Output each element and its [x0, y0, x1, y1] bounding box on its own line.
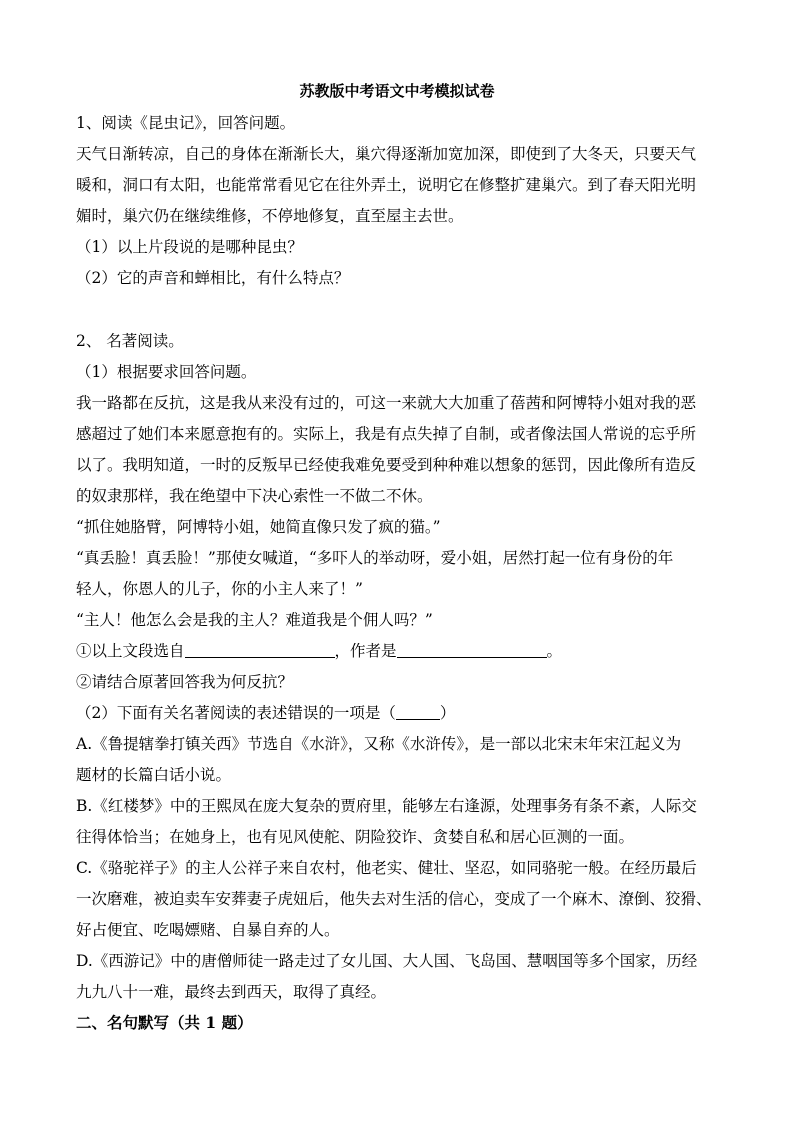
option-b: 往得体恰当；在她身上，也有见风使舵、阴险狡诈、贪婪自私和居心叵测的一面。: [76, 828, 635, 846]
fill-middle: ，作者是: [334, 642, 397, 660]
q2-quote: “抓住她胳臂，阿博特小姐，她简直像只发了疯的猫。”: [76, 518, 441, 536]
q2-sub1-heading: （1）根据要求回答问题。: [76, 363, 257, 381]
option-c: 好占便宜、吃喝嫖赌、自暴自弃的人。: [76, 921, 340, 939]
q2-fill-line: [76, 640, 726, 662]
q1-passage-line: 天气日渐转凉，自己的身体在渐渐长大，巢穴得逐渐加宽加深，即使到了大冬天，只要天气: [76, 145, 697, 163]
q2-passage-line: 以了。我明知道，一时的反叛早已经使我难免要受到种种难以想象的惩罚，因此像所有造反: [76, 456, 697, 474]
q2-ask: ②请结合原著回答我为何反抗？: [76, 673, 294, 691]
q2-sub2-heading: [76, 702, 726, 724]
option-d: 九九八十一难，最终去到西天，取得了真经。: [76, 983, 387, 1001]
option-a: 题材的长篇白话小说。: [76, 766, 232, 784]
q2-quote: 轻人，你恩人的儿子，你的小主人来了！”: [76, 580, 363, 598]
option-c: 一次磨难，被迫卖车安葬妻子虎妞后，他失去对生活的信心，变成了一个麻木、潦倒、狡猾、: [76, 890, 712, 908]
q2-passage-line: 我一路都在反抗，这是我从来没有过的，可这一来就大大加重了蓓茜和阿博特小姐对我的恶: [76, 394, 697, 412]
source-answer-blank[interactable]: [185, 641, 335, 658]
q1-passage-line: 媚时，巢穴仍在继续维修，不停地修复，直至屋主去世。: [76, 207, 464, 225]
fill-prefix: ①以上文段选自: [76, 642, 185, 660]
choice-answer-blank[interactable]: [396, 703, 440, 720]
page-title: 苏教版中考语文中考模拟试卷: [299, 82, 495, 100]
q2-heading: 2、 名著阅读。: [76, 332, 184, 350]
option-d: D.《西游记》中的唐僧师徒一路走过了女儿国、大人国、飞岛国、慧咽国等多个国家，历经: [76, 952, 698, 970]
option-b: B.《红楼梦》中的王熙凤在庞大复杂的贾府里，能够左右逢源，处理事务有条不紊，人际交: [76, 797, 697, 815]
section-2-heading: 二、名句默写（共 1 题）: [76, 1013, 253, 1032]
q2-passage-line: 感超过了她们本来愿意抱有的。实际上，我是有点失掉了自制，或者像法国人常说的忘乎所: [76, 425, 697, 443]
q2-quote: “真丢脸！真丢脸！”那使女喊道，“多吓人的举动呀，爱小姐，居然打起一位有身份的年: [76, 549, 674, 567]
option-c: C.《骆驼祥子》的主人公祥子来自农村，他老实、健壮、坚忍，如同骆驼一般。在经历最后: [76, 859, 697, 877]
q1-heading: 1、阅读《昆虫记》，回答问题。: [76, 114, 296, 132]
q1-sub1: （1）以上片段说的是哪种昆虫？: [76, 238, 303, 256]
q1-passage-line: 暖和，洞口有太阳，也能常常看见它在往外弄土，说明它在修整扩建巢穴。到了春天阳光明: [76, 176, 697, 194]
sub2-suffix: ）: [439, 704, 456, 722]
sub2-prefix: （2）下面有关名著阅读的表述错误的一项是（: [76, 704, 396, 722]
option-a: A.《鲁提辖拳打镇关西》节选自《水浒》，又称《水浒传》，是一部以北宋末年宋江起义为: [76, 735, 682, 753]
author-answer-blank[interactable]: [397, 641, 547, 658]
q2-quote: “主人！他怎么会是我的主人？难道我是个佣人吗？”: [76, 611, 433, 629]
fill-suffix: 。: [546, 642, 563, 660]
q2-passage-line: 的奴隶那样，我在绝望中下决心索性一不做二不休。: [76, 487, 433, 505]
q1-sub2: （2）它的声音和蝉相比，有什么特点？: [76, 269, 350, 287]
